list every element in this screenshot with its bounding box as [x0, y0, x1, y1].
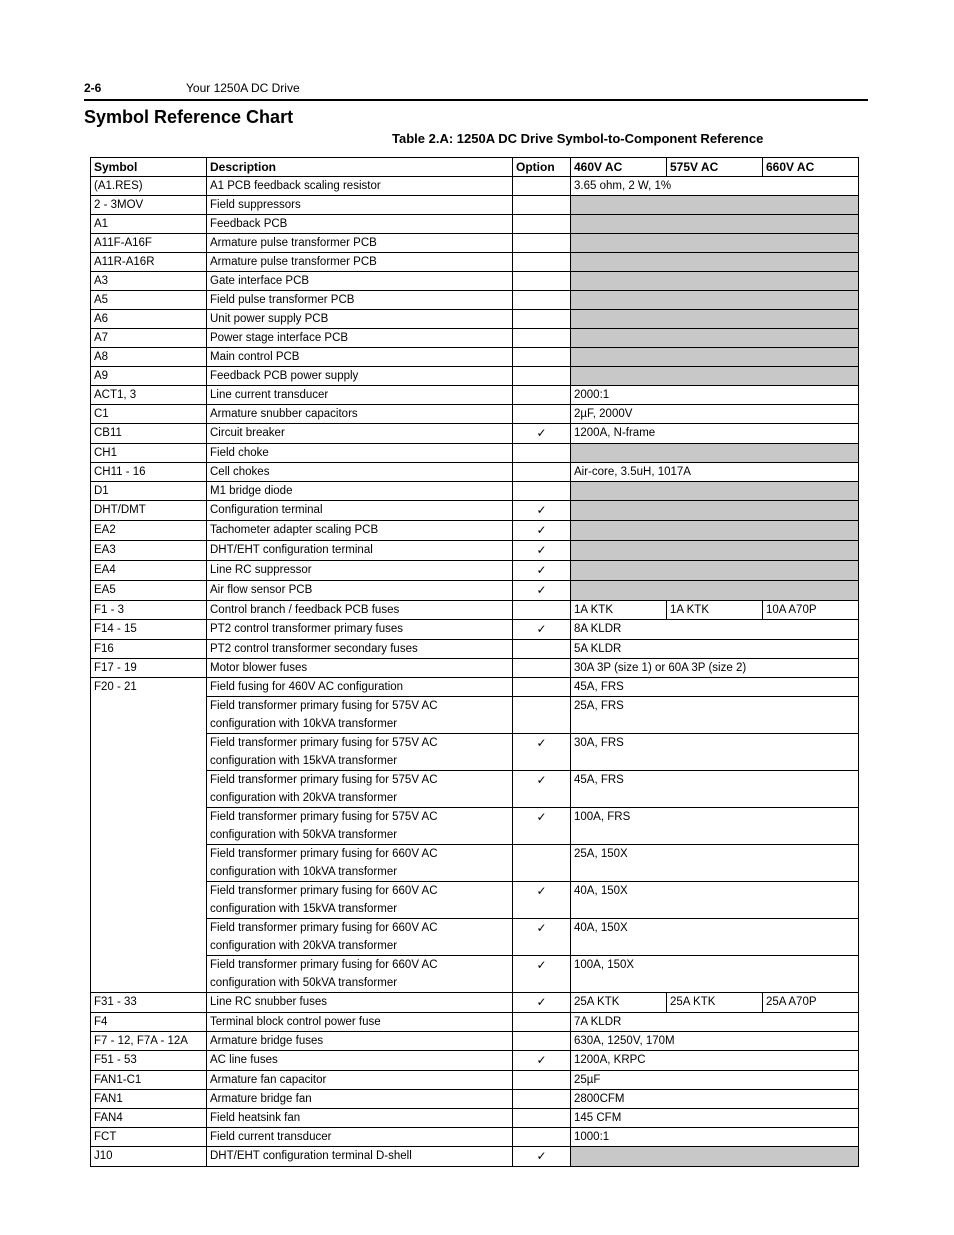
option-cell — [513, 993, 571, 1013]
table-caption: Table 2.A: 1250A DC Drive Symbol-to-Component Reference — [392, 131, 764, 146]
table-row — [91, 561, 859, 581]
description-line: Field transformer primary fusing for 575V AC — [210, 774, 438, 786]
voltage-value-cell: 25A KTK — [667, 993, 763, 1013]
table-row — [91, 1128, 859, 1147]
section-title: Symbol Reference Chart — [84, 107, 294, 127]
checkmark-icon: ✓ — [536, 884, 547, 898]
description-line: Unit power supply PCB — [210, 313, 329, 325]
description-line: Tachometer adapter scaling PCB — [210, 524, 379, 536]
description-cell — [207, 348, 513, 367]
description-line: Air flow sensor PCB — [210, 584, 313, 596]
table-row — [91, 482, 859, 501]
symbol-cell: FCT — [91, 1128, 207, 1147]
description-cell — [207, 177, 513, 196]
description-line: PT2 control transformer primary fuses — [210, 623, 404, 635]
option-cell — [513, 771, 571, 808]
description-line: Line RC snubber fuses — [210, 996, 327, 1008]
symbol-cell: A1 — [91, 215, 207, 234]
description-line: configuration with 15kVA transformer — [210, 755, 398, 767]
description-line: Feedback PCB power supply — [210, 370, 359, 382]
not-applicable-cell — [571, 1147, 859, 1167]
option-cell — [513, 845, 571, 882]
not-applicable-cell — [571, 291, 859, 310]
description-cell — [207, 561, 513, 581]
column-header-660v: 660V AC — [763, 158, 859, 177]
description-cell — [207, 1013, 513, 1032]
symbol-cell: EA4 — [91, 561, 207, 581]
description-cell — [207, 329, 513, 348]
description-line: PT2 control transformer secondary fuses — [210, 643, 418, 655]
description-line: Power stage interface PCB — [210, 332, 349, 344]
description-cell — [207, 253, 513, 272]
description-line: Field transformer primary fusing for 575V AC — [210, 737, 438, 749]
description-line: Cell chokes — [210, 466, 270, 478]
value-cell: 630A, 1250V, 170M — [571, 1032, 859, 1051]
description-cell — [207, 882, 513, 919]
option-cell — [513, 919, 571, 956]
symbol-cell: C1 — [91, 405, 207, 424]
description-cell — [207, 956, 513, 993]
table-row — [91, 329, 859, 348]
option-cell — [513, 196, 571, 215]
description-line: Terminal block control power fuse — [210, 1016, 381, 1028]
symbol-cell: FAN1-C1 — [91, 1071, 207, 1090]
value-cell: 1200A, KRPC — [571, 1051, 859, 1071]
option-cell — [513, 581, 571, 601]
table-row — [91, 1147, 859, 1167]
symbol-cell: F31 - 33 — [91, 993, 207, 1013]
table-row — [91, 956, 859, 993]
option-cell — [513, 291, 571, 310]
voltage-value-cell: 1A KTK — [571, 601, 667, 620]
table-row — [91, 659, 859, 678]
description-cell — [207, 845, 513, 882]
description-cell — [207, 272, 513, 291]
description-line: Armature pulse transformer PCB — [210, 237, 377, 249]
checkmark-icon: ✓ — [536, 523, 547, 537]
description-cell — [207, 771, 513, 808]
option-cell — [513, 329, 571, 348]
option-cell — [513, 541, 571, 561]
option-cell — [513, 1071, 571, 1090]
description-cell — [207, 215, 513, 234]
not-applicable-cell — [571, 482, 859, 501]
symbol-cell: F17 - 19 — [91, 659, 207, 678]
option-cell — [513, 386, 571, 405]
description-line: Control branch / feedback PCB fuses — [210, 604, 400, 616]
description-line: Armature pulse transformer PCB — [210, 256, 377, 268]
table-row — [91, 367, 859, 386]
symbol-cell: F51 - 53 — [91, 1051, 207, 1071]
voltage-value-cell: 1A KTK — [667, 601, 763, 620]
option-cell — [513, 678, 571, 697]
value-cell: 100A, 150X — [571, 956, 859, 993]
description-line: configuration with 15kVA transformer — [210, 903, 398, 915]
table-row — [91, 1071, 859, 1090]
description-cell — [207, 734, 513, 771]
value-cell: 25A, 150X — [571, 845, 859, 882]
symbol-cell: ACT1, 3 — [91, 386, 207, 405]
description-line: configuration with 10kVA transformer — [210, 866, 398, 878]
table-row — [91, 272, 859, 291]
not-applicable-cell — [571, 196, 859, 215]
option-cell — [513, 601, 571, 620]
value-cell: 25A, FRS — [571, 697, 859, 734]
value-cell: 2µF, 2000V — [571, 405, 859, 424]
description-line: Gate interface PCB — [210, 275, 310, 287]
table-row — [91, 348, 859, 367]
table-row — [91, 640, 859, 659]
table-row — [91, 808, 859, 845]
option-cell — [513, 561, 571, 581]
option-cell — [513, 215, 571, 234]
description-cell — [207, 386, 513, 405]
description-cell — [207, 1051, 513, 1071]
description-cell — [207, 993, 513, 1013]
description-cell — [207, 367, 513, 386]
value-cell: 7A KLDR — [571, 1013, 859, 1032]
checkmark-icon: ✓ — [536, 563, 547, 577]
symbol-cell: A8 — [91, 348, 207, 367]
column-header-460v: 460V AC — [571, 158, 667, 177]
description-line: Line current transducer — [210, 389, 329, 401]
description-cell — [207, 697, 513, 734]
value-cell: 1000:1 — [571, 1128, 859, 1147]
running-title: Your 1250A DC Drive — [186, 81, 300, 95]
table-row — [91, 501, 859, 521]
description-cell — [207, 659, 513, 678]
checkmark-icon: ✓ — [536, 773, 547, 787]
description-line: M1 bridge diode — [210, 485, 293, 497]
description-cell — [207, 482, 513, 501]
description-line: Line RC suppressor — [210, 564, 312, 576]
symbol-cell: CH11 - 16 — [91, 463, 207, 482]
not-applicable-cell — [571, 234, 859, 253]
not-applicable-cell — [571, 310, 859, 329]
description-cell — [207, 1109, 513, 1128]
not-applicable-cell — [571, 272, 859, 291]
option-cell — [513, 348, 571, 367]
symbol-cell: 2 - 3MOV — [91, 196, 207, 215]
table-row — [91, 405, 859, 424]
description-cell — [207, 1128, 513, 1147]
option-cell — [513, 367, 571, 386]
symbol-cell: F7 - 12, F7A - 12A — [91, 1032, 207, 1051]
option-cell — [513, 177, 571, 196]
description-cell — [207, 463, 513, 482]
description-cell — [207, 541, 513, 561]
symbol-cell: EA2 — [91, 521, 207, 541]
description-line: Field fusing for 460V AC configuration — [210, 681, 404, 693]
table-row — [91, 310, 859, 329]
description-cell — [207, 310, 513, 329]
voltage-value-cell: 25A KTK — [571, 993, 667, 1013]
value-cell: 2800CFM — [571, 1090, 859, 1109]
option-cell — [513, 1090, 571, 1109]
not-applicable-cell — [571, 329, 859, 348]
value-cell: 1200A, N-frame — [571, 424, 859, 444]
symbol-cell: D1 — [91, 482, 207, 501]
symbol-cell: CH1 — [91, 444, 207, 463]
symbol-cell: A7 — [91, 329, 207, 348]
table-row — [91, 1051, 859, 1071]
value-cell: 25µF — [571, 1071, 859, 1090]
symbol-cell: DHT/DMT — [91, 501, 207, 521]
checkmark-icon: ✓ — [536, 810, 547, 824]
table-row — [91, 1109, 859, 1128]
option-cell — [513, 521, 571, 541]
description-cell — [207, 1090, 513, 1109]
description-line: configuration with 20kVA transformer — [210, 940, 398, 952]
description-line: configuration with 10kVA transformer — [210, 718, 398, 730]
table-row — [91, 196, 859, 215]
column-header-575v: 575V AC — [667, 158, 763, 177]
option-cell — [513, 501, 571, 521]
not-applicable-cell — [571, 501, 859, 521]
table-body — [91, 177, 859, 1167]
description-line: Field transformer primary fusing for 660V AC — [210, 922, 438, 934]
table-header-row — [91, 158, 859, 177]
description-line: Field transformer primary fusing for 660V AC — [210, 959, 438, 971]
table-row — [91, 424, 859, 444]
description-line: A1 PCB feedback scaling resistor — [210, 180, 381, 192]
value-cell: 45A, FRS — [571, 771, 859, 808]
value-cell: 145 CFM — [571, 1109, 859, 1128]
value-cell: 2000:1 — [571, 386, 859, 405]
description-line: configuration with 20kVA transformer — [210, 792, 398, 804]
not-applicable-cell — [571, 444, 859, 463]
value-cell: 30A 3P (size 1) or 60A 3P (size 2) — [571, 659, 859, 678]
description-cell — [207, 1147, 513, 1167]
not-applicable-cell — [571, 541, 859, 561]
checkmark-icon: ✓ — [536, 736, 547, 750]
checkmark-icon: ✓ — [536, 543, 547, 557]
description-line: Field transformer primary fusing for 575V AC — [210, 700, 438, 712]
not-applicable-cell — [571, 367, 859, 386]
option-cell — [513, 1147, 571, 1167]
symbol-cell: A6 — [91, 310, 207, 329]
description-line: Armature bridge fan — [210, 1093, 312, 1105]
description-line: Armature fan capacitor — [210, 1074, 327, 1086]
table-row — [91, 291, 859, 310]
table-row — [91, 253, 859, 272]
description-line: DHT/EHT configuration terminal D-shell — [210, 1150, 412, 1162]
table-row — [91, 678, 859, 697]
description-line: Field pulse transformer PCB — [210, 294, 355, 306]
page-header — [84, 80, 868, 101]
checkmark-icon: ✓ — [536, 995, 547, 1009]
column-header-option: Option — [513, 158, 571, 177]
table-row — [91, 521, 859, 541]
value-cell: 45A, FRS — [571, 678, 859, 697]
description-cell — [207, 196, 513, 215]
option-cell — [513, 659, 571, 678]
column-header-description: Description — [207, 158, 513, 177]
symbol-cell: A5 — [91, 291, 207, 310]
table-row — [91, 919, 859, 956]
description-line: Main control PCB — [210, 351, 300, 363]
option-cell — [513, 1032, 571, 1051]
symbol-cell: EA5 — [91, 581, 207, 601]
checkmark-icon: ✓ — [536, 426, 547, 440]
description-line: Motor blower fuses — [210, 662, 308, 674]
table-row — [91, 697, 859, 734]
column-header-symbol: Symbol — [91, 158, 207, 177]
symbol-cell: A11F-A16F — [91, 234, 207, 253]
description-cell — [207, 640, 513, 659]
description-line: Field transformer primary fusing for 575V AC — [210, 811, 438, 823]
not-applicable-cell — [571, 561, 859, 581]
not-applicable-cell — [571, 348, 859, 367]
page-number: 2-6 — [84, 81, 102, 95]
not-applicable-cell — [571, 215, 859, 234]
description-cell — [207, 808, 513, 845]
table-row — [91, 177, 859, 196]
table-row — [91, 620, 859, 640]
symbol-cell: FAN4 — [91, 1109, 207, 1128]
symbol-cell: F14 - 15 — [91, 620, 207, 640]
value-cell: 30A, FRS — [571, 734, 859, 771]
option-cell — [513, 1013, 571, 1032]
checkmark-icon: ✓ — [536, 583, 547, 597]
description-cell — [207, 405, 513, 424]
description-cell — [207, 678, 513, 697]
symbol-cell: J10 — [91, 1147, 207, 1167]
table-row — [91, 1090, 859, 1109]
table-row — [91, 463, 859, 482]
option-cell — [513, 640, 571, 659]
description-line: Circuit breaker — [210, 427, 285, 439]
symbol-cell: F4 — [91, 1013, 207, 1032]
description-line: Field transformer primary fusing for 660V AC — [210, 848, 438, 860]
description-line: DHT/EHT configuration terminal — [210, 544, 373, 556]
description-cell — [207, 1071, 513, 1090]
description-line: AC line fuses — [210, 1054, 278, 1066]
table-row — [91, 386, 859, 405]
description-cell — [207, 919, 513, 956]
not-applicable-cell — [571, 521, 859, 541]
description-cell — [207, 581, 513, 601]
description-cell — [207, 444, 513, 463]
symbol-cell: A3 — [91, 272, 207, 291]
table-row — [91, 845, 859, 882]
option-cell — [513, 463, 571, 482]
option-cell — [513, 808, 571, 845]
value-cell: 40A, 150X — [571, 919, 859, 956]
option-cell — [513, 882, 571, 919]
description-cell — [207, 620, 513, 640]
checkmark-icon: ✓ — [536, 503, 547, 517]
description-line: configuration with 50kVA transformer — [210, 977, 398, 989]
value-cell: 8A KLDR — [571, 620, 859, 640]
description-line: configuration with 50kVA transformer — [210, 829, 398, 841]
table-row — [91, 581, 859, 601]
option-cell — [513, 1109, 571, 1128]
symbol-cell: CB11 — [91, 424, 207, 444]
description-cell — [207, 521, 513, 541]
description-line: Field transformer primary fusing for 660V AC — [210, 885, 438, 897]
table-row — [91, 771, 859, 808]
symbol-cell: F20 - 21 — [91, 678, 207, 993]
option-cell — [513, 405, 571, 424]
description-cell — [207, 291, 513, 310]
option-cell — [513, 310, 571, 329]
symbol-cell: F1 - 3 — [91, 601, 207, 620]
symbol-cell: EA3 — [91, 541, 207, 561]
description-line: Field heatsink fan — [210, 1112, 301, 1124]
value-cell: 100A, FRS — [571, 808, 859, 845]
option-cell — [513, 697, 571, 734]
table-row — [91, 882, 859, 919]
description-line: Armature bridge fuses — [210, 1035, 324, 1047]
symbol-cell: A9 — [91, 367, 207, 386]
option-cell — [513, 1051, 571, 1071]
value-cell: 3.65 ohm, 2 W, 1% — [571, 177, 859, 196]
option-cell — [513, 956, 571, 993]
option-cell — [513, 234, 571, 253]
option-cell — [513, 253, 571, 272]
description-cell — [207, 1032, 513, 1051]
description-line: Configuration terminal — [210, 504, 323, 516]
description-cell — [207, 234, 513, 253]
option-cell — [513, 482, 571, 501]
symbol-cell: FAN1 — [91, 1090, 207, 1109]
description-line: Field choke — [210, 447, 269, 459]
table-row — [91, 1013, 859, 1032]
option-cell — [513, 734, 571, 771]
table-row — [91, 444, 859, 463]
voltage-value-cell: 10A A70P — [763, 601, 859, 620]
checkmark-icon: ✓ — [536, 1053, 547, 1067]
option-cell — [513, 1128, 571, 1147]
option-cell — [513, 272, 571, 291]
table-row — [91, 541, 859, 561]
voltage-value-cell: 25A A70P — [763, 993, 859, 1013]
value-cell: Air-core, 3.5uH, 1017A — [571, 463, 859, 482]
checkmark-icon: ✓ — [536, 1149, 547, 1163]
symbol-cell: (A1.RES) — [91, 177, 207, 196]
description-cell — [207, 424, 513, 444]
table-row — [91, 734, 859, 771]
description-cell — [207, 601, 513, 620]
description-cell — [207, 501, 513, 521]
option-cell — [513, 620, 571, 640]
option-cell — [513, 444, 571, 463]
symbol-reference-table — [90, 157, 859, 1167]
not-applicable-cell — [571, 253, 859, 272]
table-row — [91, 215, 859, 234]
description-line: Field suppressors — [210, 199, 301, 211]
symbol-cell: A11R-A16R — [91, 253, 207, 272]
table-row — [91, 601, 859, 620]
not-applicable-cell — [571, 581, 859, 601]
option-cell — [513, 424, 571, 444]
symbol-cell: F16 — [91, 640, 207, 659]
table-row — [91, 234, 859, 253]
description-line: Field current transducer — [210, 1131, 332, 1143]
value-cell: 40A, 150X — [571, 882, 859, 919]
table-row — [91, 993, 859, 1013]
checkmark-icon: ✓ — [536, 958, 547, 972]
table-row — [91, 1032, 859, 1051]
checkmark-icon: ✓ — [536, 622, 547, 636]
description-line: Feedback PCB — [210, 218, 288, 230]
checkmark-icon: ✓ — [536, 921, 547, 935]
description-line: Armature snubber capacitors — [210, 408, 358, 420]
value-cell: 5A KLDR — [571, 640, 859, 659]
